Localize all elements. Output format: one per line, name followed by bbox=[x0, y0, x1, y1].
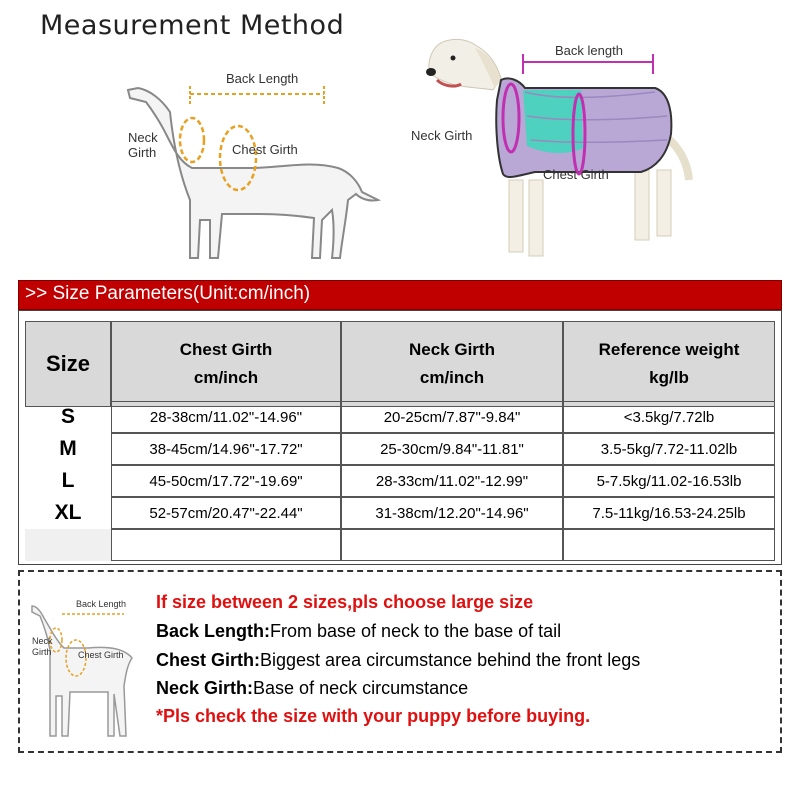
size-advice-text: If size between 2 sizes,pls choose large size bbox=[156, 592, 534, 612]
banner-text: >> Size Parameters(Unit:cm/inch) bbox=[25, 283, 311, 304]
header-weight-unit: kg/lb bbox=[649, 368, 689, 387]
size-cell: M bbox=[59, 437, 77, 460]
table-row bbox=[19, 465, 781, 497]
size-cell: L bbox=[61, 469, 75, 492]
neck-girth-label-1: Neck bbox=[128, 130, 158, 145]
neck-girth-label-2: Girth bbox=[128, 145, 157, 160]
back-length-key: Back Length: bbox=[156, 621, 271, 641]
dog-in-vest-illustration bbox=[405, 30, 705, 265]
empty-chest-cell bbox=[111, 529, 341, 561]
back-length-note bbox=[156, 621, 561, 642]
header-size-label: Size bbox=[45, 351, 91, 376]
back-length-label: Back length bbox=[555, 43, 623, 58]
table-row bbox=[19, 497, 781, 529]
table-empty-row bbox=[19, 529, 781, 561]
header-neck-unit: cm/inch bbox=[419, 368, 485, 387]
header-chest-label: Chest Girth bbox=[179, 340, 273, 359]
neck-girth-key: Neck Girth: bbox=[156, 678, 254, 698]
chest-girth-label: Chest Girth bbox=[543, 167, 609, 182]
header-size bbox=[25, 321, 111, 407]
empty-neck-cell bbox=[341, 529, 563, 561]
table-row bbox=[19, 401, 781, 433]
header-chest-unit: cm/inch bbox=[193, 368, 259, 387]
small-neck-label-1: Neck bbox=[32, 636, 53, 646]
back-length-value: From base of neck to the base of tail bbox=[270, 621, 562, 641]
chest-girth-note bbox=[156, 650, 640, 671]
size-table bbox=[18, 310, 782, 565]
empty-size-cell bbox=[25, 529, 111, 561]
neck-girth-label: Neck Girth bbox=[411, 128, 473, 143]
neck-girth-value: Base of neck circumstance bbox=[253, 678, 469, 698]
neck-cell: 31-38cm/12.20"-14.96" bbox=[341, 497, 563, 529]
small-dog-outline-figure bbox=[28, 596, 138, 746]
chest-cell: 52-57cm/20.47"-22.44" bbox=[111, 497, 341, 529]
dog-outline-figure bbox=[110, 50, 390, 265]
chest-girth-key: Chest Girth: bbox=[156, 650, 261, 670]
small-dog-outline-illustration bbox=[28, 596, 138, 746]
weight-cell: 3.5-5kg/7.72-11.02lb bbox=[563, 433, 775, 465]
header-neck-label: Neck Girth bbox=[409, 340, 495, 359]
table-row bbox=[19, 433, 781, 465]
small-neck-label-2: Girth bbox=[32, 647, 52, 657]
dog-photo-figure bbox=[405, 30, 705, 265]
empty-weight-cell bbox=[563, 529, 775, 561]
size-cell: XL bbox=[54, 501, 82, 524]
check-size-warning: *Pls check the size with your puppy before buying. bbox=[156, 706, 591, 726]
small-back-length-label: Back Length bbox=[76, 599, 127, 609]
header-chest-girth bbox=[111, 321, 341, 407]
weight-cell: <3.5kg/7.72lb bbox=[563, 401, 775, 433]
neck-cell: 28-33cm/11.02"-12.99" bbox=[341, 465, 563, 497]
small-chest-girth-label: Chest Girth bbox=[78, 650, 124, 660]
neck-girth-note bbox=[156, 678, 468, 699]
header-neck-girth bbox=[341, 321, 563, 407]
size-cell: S bbox=[60, 405, 75, 428]
header-weight-label: Reference weight bbox=[598, 340, 740, 359]
back-length-label: Back Length bbox=[226, 71, 299, 86]
page-title: Measurement Method bbox=[40, 10, 345, 41]
weight-cell: 5-7.5kg/11.02-16.53lb bbox=[563, 465, 775, 497]
header-reference-weight bbox=[563, 321, 775, 407]
chest-cell: 38-45cm/14.96"-17.72" bbox=[111, 433, 341, 465]
size-parameters-banner bbox=[18, 280, 782, 310]
chest-girth-label: Chest Girth bbox=[232, 142, 298, 157]
chest-girth-value: Biggest area circumstance behind the front legs bbox=[260, 650, 641, 670]
table-header-row bbox=[19, 321, 781, 407]
neck-cell: 25-30cm/9.84"-11.81" bbox=[341, 433, 563, 465]
weight-cell: 7.5-11kg/16.53-24.25lb bbox=[563, 497, 775, 529]
chest-cell: 45-50cm/17.72"-19.69" bbox=[111, 465, 341, 497]
neck-cell: 20-25cm/7.87"-9.84" bbox=[341, 401, 563, 433]
chest-cell: 28-38cm/11.02"-14.96" bbox=[111, 401, 341, 433]
